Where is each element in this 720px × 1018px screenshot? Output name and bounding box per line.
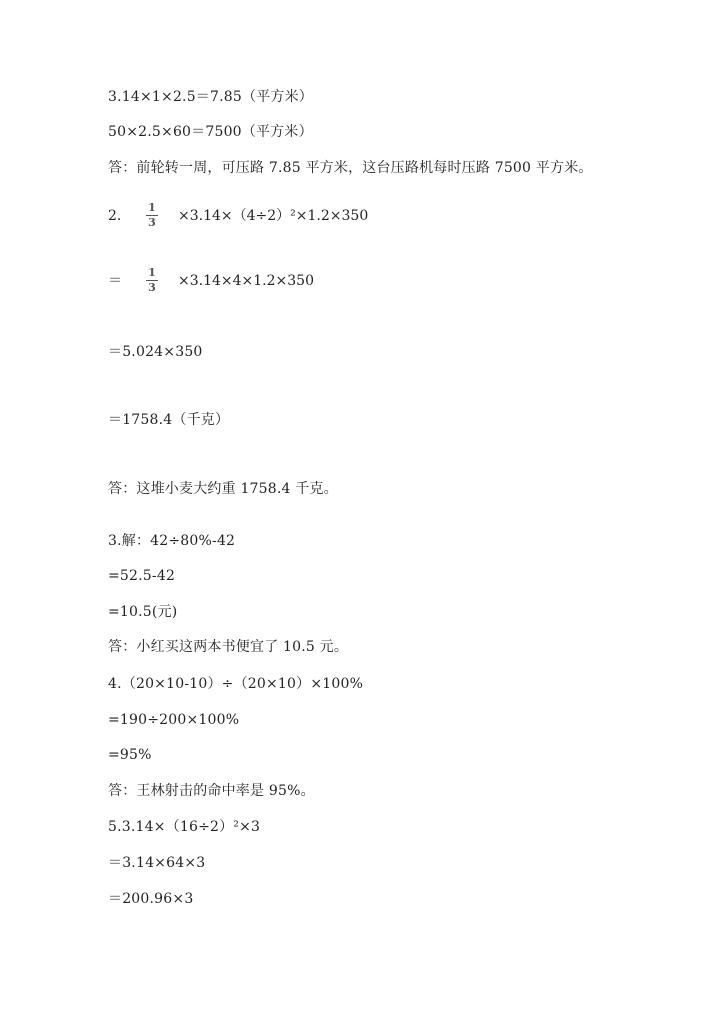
- fraction-numerator: 1: [148, 266, 156, 279]
- problem-2-label: 2.: [108, 208, 122, 224]
- problem-3-line-2: =52.5-42: [108, 568, 176, 584]
- problem-4-line-3: =95%: [108, 747, 152, 763]
- problem-4-line-2: =190÷200×100%: [108, 712, 240, 728]
- answer-sentence-1: 答：前轮转一周，可压路 7.85 平方米，这台压路机每时压路 7500 平方米。: [108, 160, 593, 176]
- answer-line-2: 50×2.5×60＝7500（平方米）: [108, 124, 313, 140]
- problem-5-line-1: 5.3.14×（16÷2）²×3: [108, 819, 261, 835]
- fraction-denominator: 3: [148, 281, 156, 294]
- problem-2-expression-2: ×3.14×4×1.2×350: [178, 273, 314, 289]
- fraction-denominator: 3: [148, 216, 156, 229]
- problem-2-step-4: ＝1758.4（千克）: [108, 412, 230, 428]
- problem-5-line-2: ＝3.14×64×3: [108, 855, 206, 871]
- answer-sentence-4: 答：王林射击的命中率是 95%。: [108, 783, 315, 799]
- answer-sentence-3: 答：小红买这两本书便宜了 10.5 元。: [108, 639, 349, 655]
- problem-4-line-1: 4.（20×10-10）÷（20×10）×100%: [108, 676, 364, 692]
- problem-3-line-1: 3.解：42÷80%-42: [108, 533, 236, 549]
- problem-2-expression: ×3.14×（4÷2）²×1.2×350: [178, 208, 369, 224]
- problem-5-line-3: ＝200.96×3: [108, 891, 194, 907]
- fraction-one-third: [146, 202, 158, 229]
- answer-line-1: 3.14×1×2.5＝7.85（平方米）: [108, 89, 313, 105]
- fraction-one-third-2: [146, 267, 158, 294]
- problem-3-line-3: =10.5(元): [108, 604, 178, 620]
- equals-sign: ＝: [108, 273, 122, 289]
- answer-sentence-2: 答：这堆小麦大约重 1758.4 千克。: [108, 481, 338, 497]
- problem-2-step-3: ＝5.024×350: [108, 344, 203, 360]
- fraction-numerator: 1: [148, 201, 156, 214]
